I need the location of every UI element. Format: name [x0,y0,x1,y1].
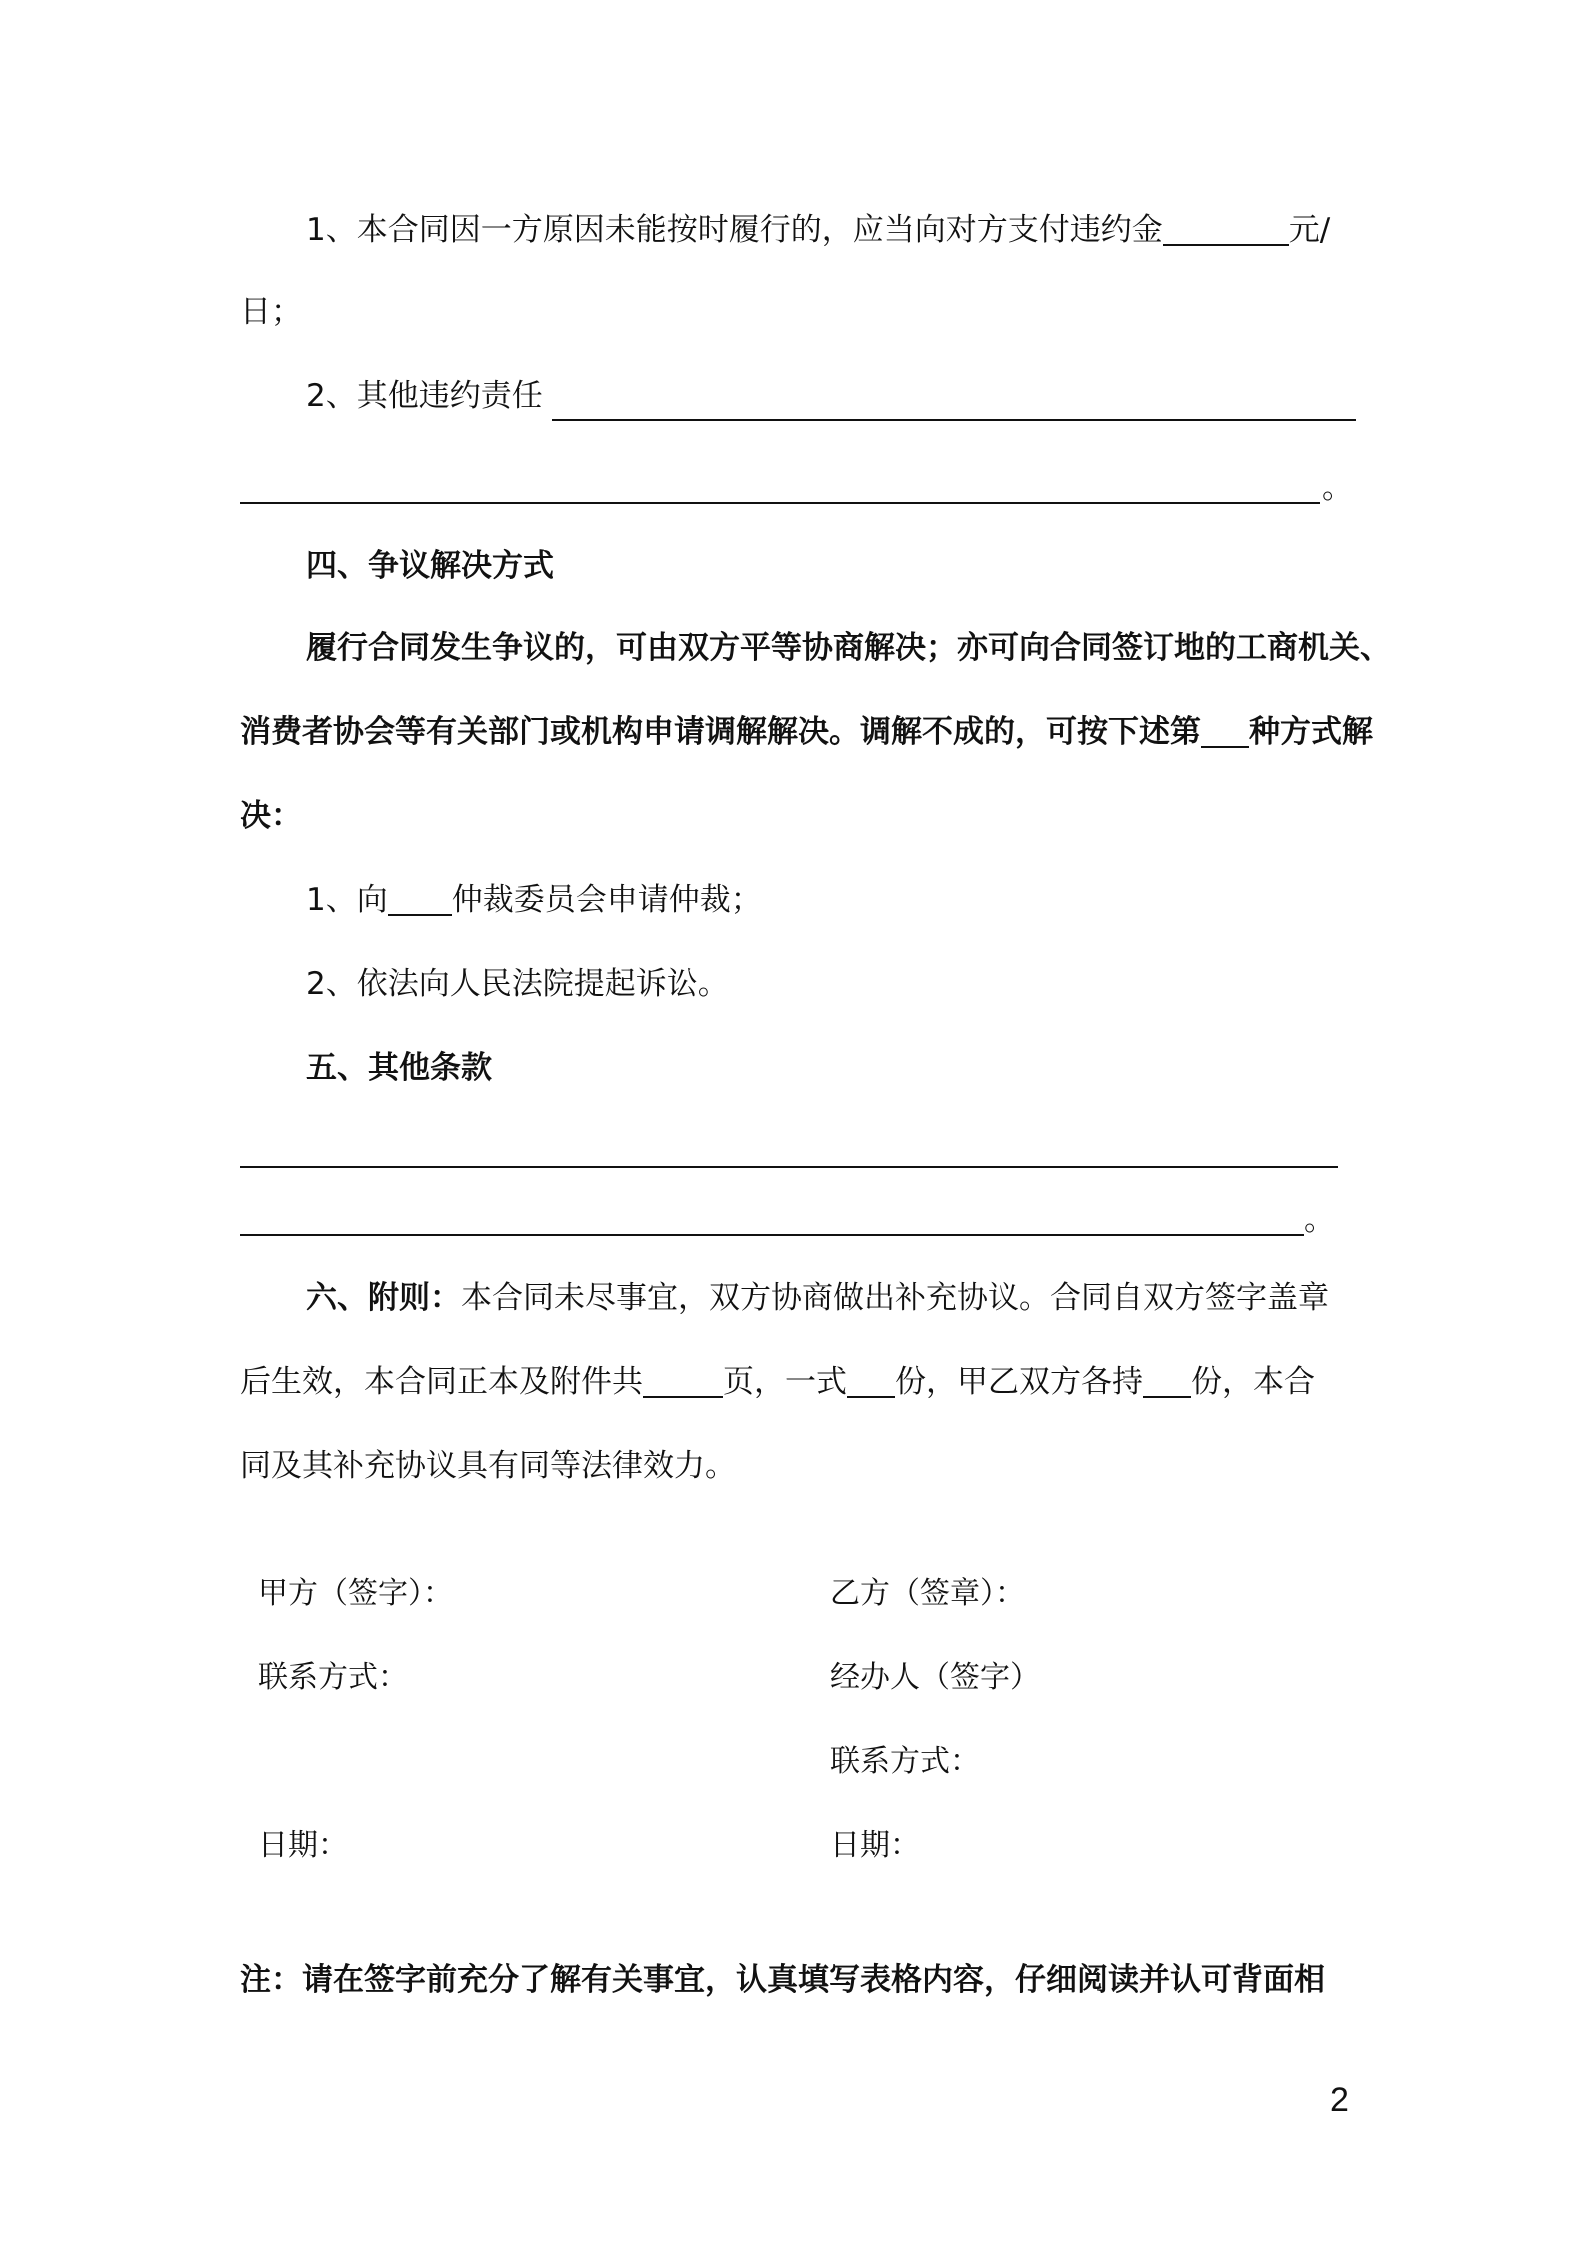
dispute-para-line-3: 决： [240,798,302,834]
party-b-signature-label: 乙方（签章）： [830,1576,1025,1611]
penalty-item-2 [306,374,543,418]
penalty-item-2-text: 2、其他违约责任 [306,378,543,414]
party-a-signature-label: 甲方（签字）： [258,1576,453,1611]
dispute-para-line-2b: 种方式解 [1249,714,1373,750]
appendix-line-2c: 份，甲乙双方各持 [895,1364,1143,1400]
appendix-heading: 六、附则： [306,1280,461,1316]
other-terms-end-mark: 。 [1304,1202,1335,1238]
party-b-agent-label: 经办人（签字） [830,1660,1040,1695]
party-b-contact-label: 联系方式： [830,1744,980,1779]
dispute-option-1b: 仲裁委员会申请仲裁； [451,882,762,918]
dispute-para-line-2 [240,710,1373,754]
penalty-item-1-text: 1、本合同因一方原因未能按时履行的，应当向对方支付违约金 [306,212,1163,248]
page-number: 2 [1330,2081,1349,2119]
dispute-heading: 四、争议解决方式 [306,548,554,584]
party-b-date-label: 日期： [830,1828,920,1863]
penalty-item-1-cont: 日； [240,294,302,330]
other-terms-blank-2[interactable] [240,1234,1304,1236]
other-terms-blank-1[interactable] [240,1166,1338,1168]
penalty-end-mark: 。 [1322,470,1353,506]
page-count-blank[interactable] [643,1395,723,1398]
penalty-item-1-unit: 元/ [1288,212,1331,248]
arbitration-committee-blank[interactable] [388,913,452,916]
signature-note: 注：请在签字前充分了解有关事宜，认真填写表格内容，仔细阅读并认可背面相 [240,1962,1325,1998]
appendix-line-1 [306,1276,1329,1320]
dispute-para-line-1: 履行合同发生争议的，可由双方平等协商解决；亦可向合同签订地的工商机关、 [306,630,1391,666]
dispute-option-1a: 1、向 [306,882,388,918]
appendix-line-2d: 份，本合 [1191,1364,1315,1400]
other-liability-blank-1[interactable] [552,419,1356,421]
dispute-method-blank[interactable] [1201,745,1249,748]
penalty-item-1 [306,208,1330,252]
other-terms-heading: 五、其他条款 [306,1050,492,1086]
appendix-line-2b: 页，一式 [723,1364,847,1400]
copies-total-blank[interactable] [847,1395,895,1398]
party-a-date-label: 日期： [258,1828,348,1863]
penalty-amount-blank[interactable] [1163,243,1289,246]
appendix-line-2 [240,1360,1315,1404]
dispute-para-line-2a: 消费者协会等有关部门或机构申请调解解决。调解不成的，可按下述第 [240,714,1201,750]
appendix-line-3: 同及其补充协议具有同等法律效力。 [240,1448,736,1484]
party-a-contact-label: 联系方式： [258,1660,408,1695]
copies-each-blank[interactable] [1143,1395,1191,1398]
appendix-line-2a: 后生效，本合同正本及附件共 [240,1364,643,1400]
appendix-line-1-text: 本合同未尽事宜，双方协商做出补充协议。合同自双方签字盖章 [461,1280,1329,1316]
other-liability-blank-2[interactable] [240,502,1320,504]
dispute-option-1 [306,878,762,922]
dispute-option-2: 2、依法向人民法院提起诉讼。 [306,966,729,1002]
